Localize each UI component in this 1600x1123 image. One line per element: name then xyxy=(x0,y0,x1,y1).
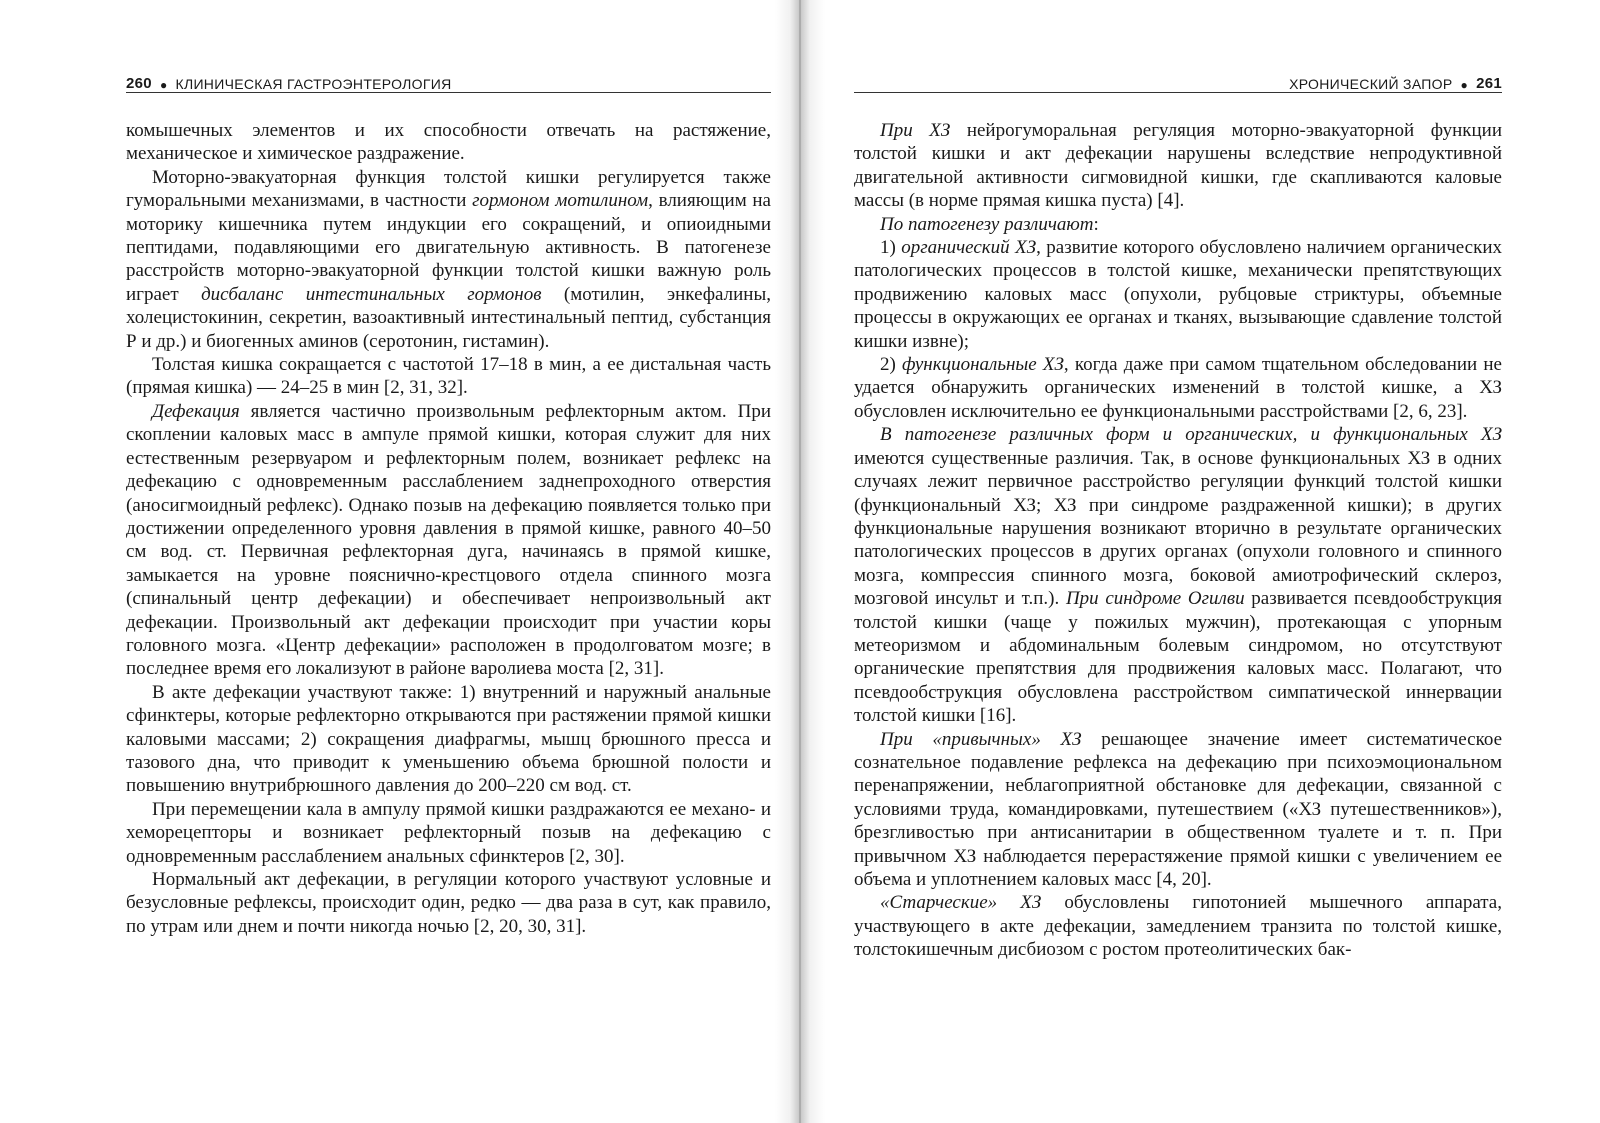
paragraph xyxy=(854,891,1502,961)
paragraph xyxy=(126,119,771,166)
text-run: обусловлены гипотонией мышечного аппарата, участвующего в акте дефекации, замедлением транзита по толстой кишке, толстокишечным дисбиозом с ростом протеолитических бак- xyxy=(854,892,1502,961)
text-run: В акте дефекации участвуют также: 1) внутренний и наружный анальные сфинктеры, которые рефлекторно открываются при растяжении прямой кишки каловыми массами; 2) сокращения диафрагмы, мышц брюшного пресса и тазового дна, что приводит к уменьшению объема брюшной полости и повышению внутрибрюшного давления до 200–220 см вод. ст. xyxy=(126,681,771,797)
text-run: Нормальный акт дефекации, в регуляции которого участвуют условные и безусловные рефлексы, происходит один, редко — два раза в сут, как правило, по утрам или днем и почти никогда ночью [2, 20, 30, 31]. xyxy=(126,869,771,937)
text-run: развивается псевдообструкция толстой кишки (чаще у пожилых мужчин), протекающая с упорным метеоризмом и абдоминальным болевым синдромом, но отсутствуют органические препятствия для продвижения каловых масс. Полагают, что псевдообструкция обусловлена расстройством симпатической иннервации толстой кишки [16]. xyxy=(854,588,1503,727)
right-page-header xyxy=(854,70,1502,93)
left-page-text xyxy=(126,119,771,938)
italic-term: По патогенезу различают xyxy=(880,213,1094,235)
text-run: 2) xyxy=(880,354,903,376)
text-run: 1) xyxy=(880,237,902,259)
right-page-text xyxy=(854,119,1502,962)
left-page-number: 260 xyxy=(126,75,152,92)
paragraph xyxy=(854,728,1502,892)
paragraph xyxy=(854,236,1502,353)
right-page-number: 261 xyxy=(1476,75,1502,92)
text-run: Толстая кишка сокращается с частотой 17–18 в мин, а ее дистальная часть (прямая кишка) — 24–25 в мин [2, 31, 32]. xyxy=(126,354,771,399)
paragraph xyxy=(126,166,771,353)
paragraph xyxy=(126,400,771,681)
header-separator-dot: ● xyxy=(159,78,168,92)
text-run: , влияющим на моторику кишечника путем индукции его сокращений, и опиоидными пептидами, подавляющими его двигательную активность. В патогенезе расстройств моторно-эвакуаторной функции толстой кишки важную роль играет xyxy=(126,190,771,305)
text-run: является частично произвольным рефлекторным актом. При скоплении каловых масс в ампуле прямой кишки, которая служит для них естественным резервуаром и рефлекторным полем, возникает рефлекс на дефекацию с одновременным расслаблением заднепроходного отверстия (аносигмоидный рефлекс). Однако позыв на дефекацию появляется только при достижении определенного уровня давления в прямой кишке, равного 40–50 см вод. ст. Первичная рефлекторная дуга, начинаясь в прямой кишке, замыкается на уровне пояснично-крестцового отдела спинного мозга (спинальный центр дефекации) и обеспечивает непроизвольный акт дефекации. Произвольный акт дефекации происходит при участии коры головного мозга. «Центр дефекации» расположен в продолговатом мозге; в последнее время его локализуют в районе варолиева моста [2, 31]. xyxy=(126,400,771,680)
left-running-title: КЛИНИЧЕСКАЯ ГАСТРОЭНТЕРОЛОГИЯ xyxy=(175,76,452,92)
italic-term: При синдроме Огилви xyxy=(1065,588,1245,610)
italic-term: функциональные ХЗ xyxy=(902,354,1064,376)
italic-term: дисбаланс интестинальных гормонов xyxy=(201,283,542,305)
left-page-header xyxy=(126,70,771,93)
italic-term: гормоном мотилином xyxy=(472,190,649,212)
italic-term: При ХЗ xyxy=(880,120,951,141)
italic-term: «Старческие» ХЗ xyxy=(880,892,1042,914)
paragraph xyxy=(854,423,1502,727)
text-run: нейрогуморальная регуляция моторно-эвакуаторной функции толстой кишки и акт дефекации нарушены вследствие непродуктивной двигательной активности сигмовидной кишки, где скапливаются каловые массы (в норме прямая кишка пуста) [4]. xyxy=(854,120,1502,212)
text-run: , развитие которого обусловлено наличием органических патологических процессов в толстой кишке, механически препятствующих продвижению каловых масс (опухоли, рубцовые стриктуры, объемные процессы в окружающих ее органах и тканях, вызывающие сдавление толстой кишки извне); xyxy=(854,237,1503,352)
paragraph xyxy=(126,798,771,868)
text-run: решающее значение имеет систематическое сознательное подавление рефлекса на дефекацию при психоэмоциональном перенапряжении, неблагоприятной обстановке для дефекации, связанной с условиями труда, командировками, путешествием («ХЗ путешественников»), брезгливостью при антисанитарии в общественном туалете и т. п. При привычном ХЗ наблюдается перерастяжение прямой кишки с увеличением ее объема и уплотнением каловых масс [4, 20]. xyxy=(854,728,1502,890)
italic-term: Дефекация xyxy=(152,400,240,422)
text-run: комышечных элементов и их способности отвечать на растяжение, механическое и химическое раздражение. xyxy=(126,120,771,165)
paragraph xyxy=(854,213,1502,236)
paragraph xyxy=(854,119,1502,213)
header-separator-dot: ● xyxy=(1460,78,1469,92)
paragraph xyxy=(126,681,771,798)
right-running-title: ХРОНИЧЕСКИЙ ЗАПОР xyxy=(1289,76,1453,92)
paragraph xyxy=(126,868,771,938)
text-run: При перемещении кала в ампулу прямой кишки раздражаются ее механо- и хеморецепторы и возникает рефлекторный позыв на дефекацию с одновременным расслаблением анальных сфинктеров [2, 30]. xyxy=(126,798,771,867)
text-run: : xyxy=(1093,213,1099,235)
right-page xyxy=(800,0,1600,1123)
italic-term: При «привычных» ХЗ xyxy=(880,728,1082,750)
text-run: Моторно-эвакуаторная функция толстой кишки регулируется также гуморальными механизмами, в частности xyxy=(126,166,771,212)
paragraph xyxy=(854,353,1502,423)
text-run: имеются существенные различия. Так, в основе функциональных ХЗ в одних случаях лежит первичное расстройство регуляции функций толстой кишки (функциональный ХЗ; ХЗ при синдроме раздраженной кишки); в других функциональные нарушения возникают вторично в результате органических патологических процессов в других органах (опухоли головного и спинного мозга, компрессия спинного мозга, боковой амиотрофический склероз, мозговой инсульт и т.п.). xyxy=(854,447,1502,610)
italic-term: В патогенезе различных форм и органических, и функциональных ХЗ xyxy=(880,424,1502,446)
paragraph xyxy=(126,353,771,400)
text-run: , когда даже при самом тщательном обследовании не удается обнаружить органических изменений в толстой кишке, а ХЗ обусловлен исключительно ее функциональными расстройствами [2, 6, 23]. xyxy=(854,354,1502,422)
italic-term: органический ХЗ xyxy=(901,237,1037,259)
text-run: (мотилин, энкефалины, холецистокинин, секретин, вазоактивный интестинальный пептид, субстанция Р и др.) и биогенных аминов (серотонин, гистамин). xyxy=(126,283,771,352)
